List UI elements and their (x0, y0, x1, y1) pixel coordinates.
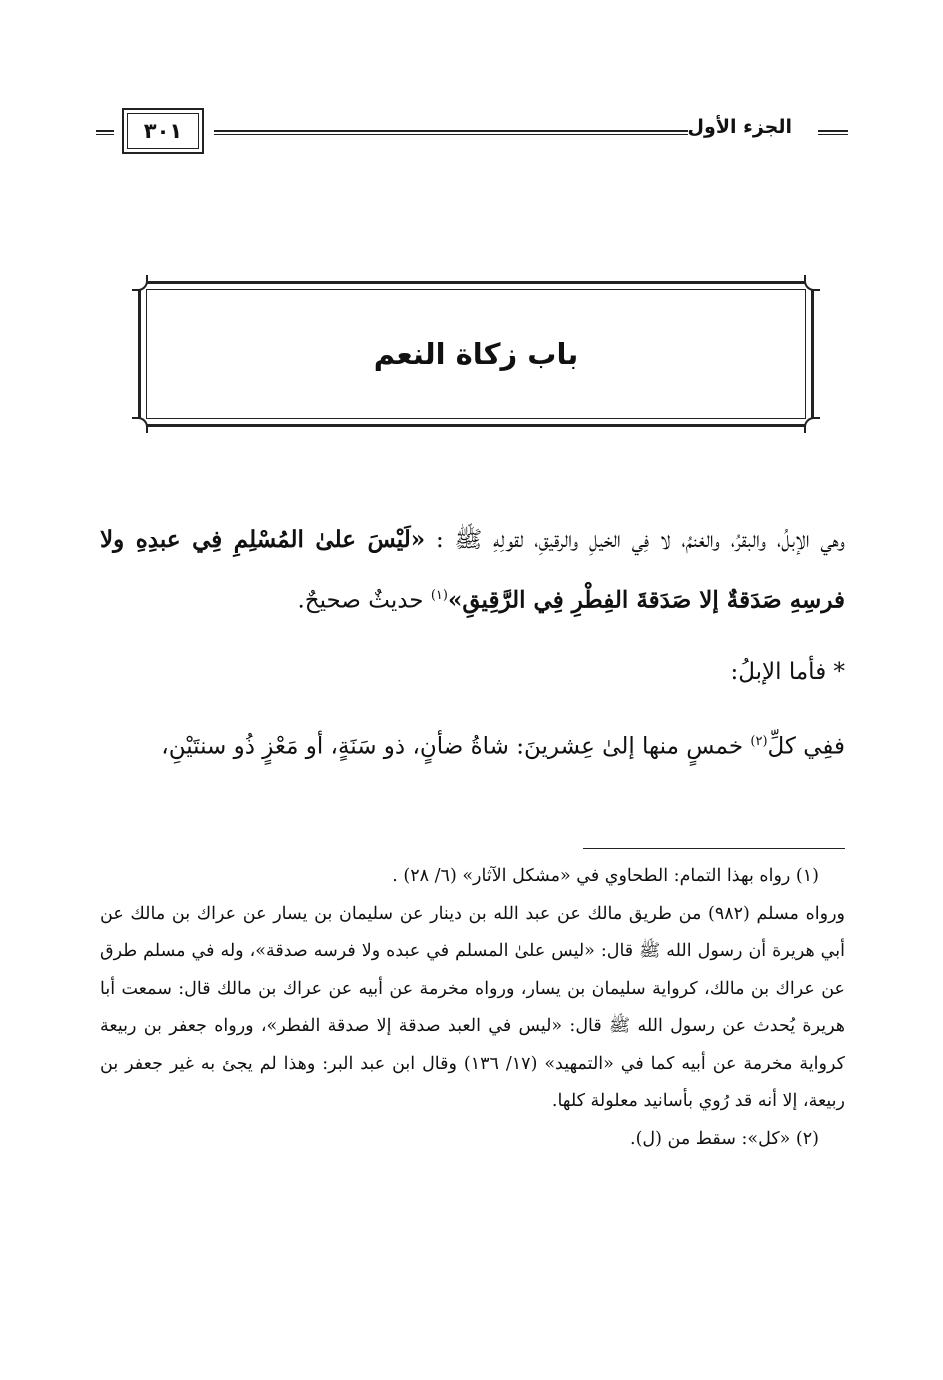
footnote-1-first-line: (١) رواه بهذا التمام: الطحاوي في «مشكل الآثار» (٦/ ٢٨) . (392, 866, 819, 886)
header-rule-right (818, 130, 848, 135)
frame-corner-ornament (132, 417, 148, 433)
chapter-title: باب زكاة النعم (373, 337, 579, 371)
page-number: ٣٠١ (127, 113, 199, 149)
page-number-box (122, 108, 204, 154)
footnote-ref-1: (١) (430, 588, 448, 603)
footnotes (100, 858, 845, 1158)
main-text (100, 512, 845, 774)
header-rule-left (96, 130, 114, 135)
chapter-title-frame (138, 281, 814, 427)
paragraph-start: ففِي كلِّ (767, 733, 845, 760)
frame-corner-ornament (804, 417, 820, 433)
footnote-1-body: ورواه مسلم (٩٨٢) من طريق مالك عن عبد الله بن دينار عن سليمان بن يسار عن عراك بن مالك عن أبي هريرة أن رسول الله ﷺ قال: «ليس علىٰ المسلم في عبده ولا فرسه صدقة»، وله في مسلم طرق عن عراك بن مالك، كرواية سليمان بن يسار، ورواه مخرمة عن أبيه عن عراك بن مالك قال: سمعت أبا هريرة يُحدث عن رسول الله ﷺ قال: «ليس في العبد صدقة إلا صدقة الفطر»، ورواه جعفر بن ربيعة كرواية مخرمة عن أبيه كما في «التمهيد» (١٧/ ١٣٦) وقال ابن عبد البر: وهذا لم يجئ به غير جعفر بن ربيعة، إلا أنه قد رُوي بأسانيد معلولة كلها. (100, 903, 845, 1111)
footnote-separator (583, 848, 845, 849)
frame-corner-ornament (804, 275, 820, 291)
body-paragraph-1 (100, 512, 845, 629)
running-title: الجزء الأول (687, 116, 792, 138)
body-paragraph-2 (100, 714, 845, 775)
hadith-grade: حديثٌ صحيحٌ. (297, 587, 431, 614)
paragraph-rest: خمسٍ منها إلىٰ عِشرينَ: شاةُ ضأنٍ، ذو سَنَةٍ، أو مَعْزٍ ذُو سنتَيْنِ، (161, 733, 751, 760)
running-header (96, 108, 848, 156)
footnote-2: (٢) «كل»: سقط من (ل). (630, 1128, 819, 1149)
paragraph-intro: وهي الإبلُ، والبقرُ، والغنمُ، لا فِي الخيلِ والرقيقِ، لقولِهِ ﷺ : (425, 527, 845, 553)
footnote-ref-2: (٢) (750, 733, 768, 749)
chapter-title-inner (146, 289, 806, 419)
section-heading: * فأما الإبلُ: (730, 658, 845, 685)
header-rule-main (214, 130, 688, 135)
hadith-quote: «لَيْسَ علىٰ المُسْلِمِ فِي عبدِهِ ولا فرسِهِ صَدَقةٌ إلا صَدَقةَ الفِطْرِ فِي الرَّقِيقِ» (100, 526, 845, 614)
